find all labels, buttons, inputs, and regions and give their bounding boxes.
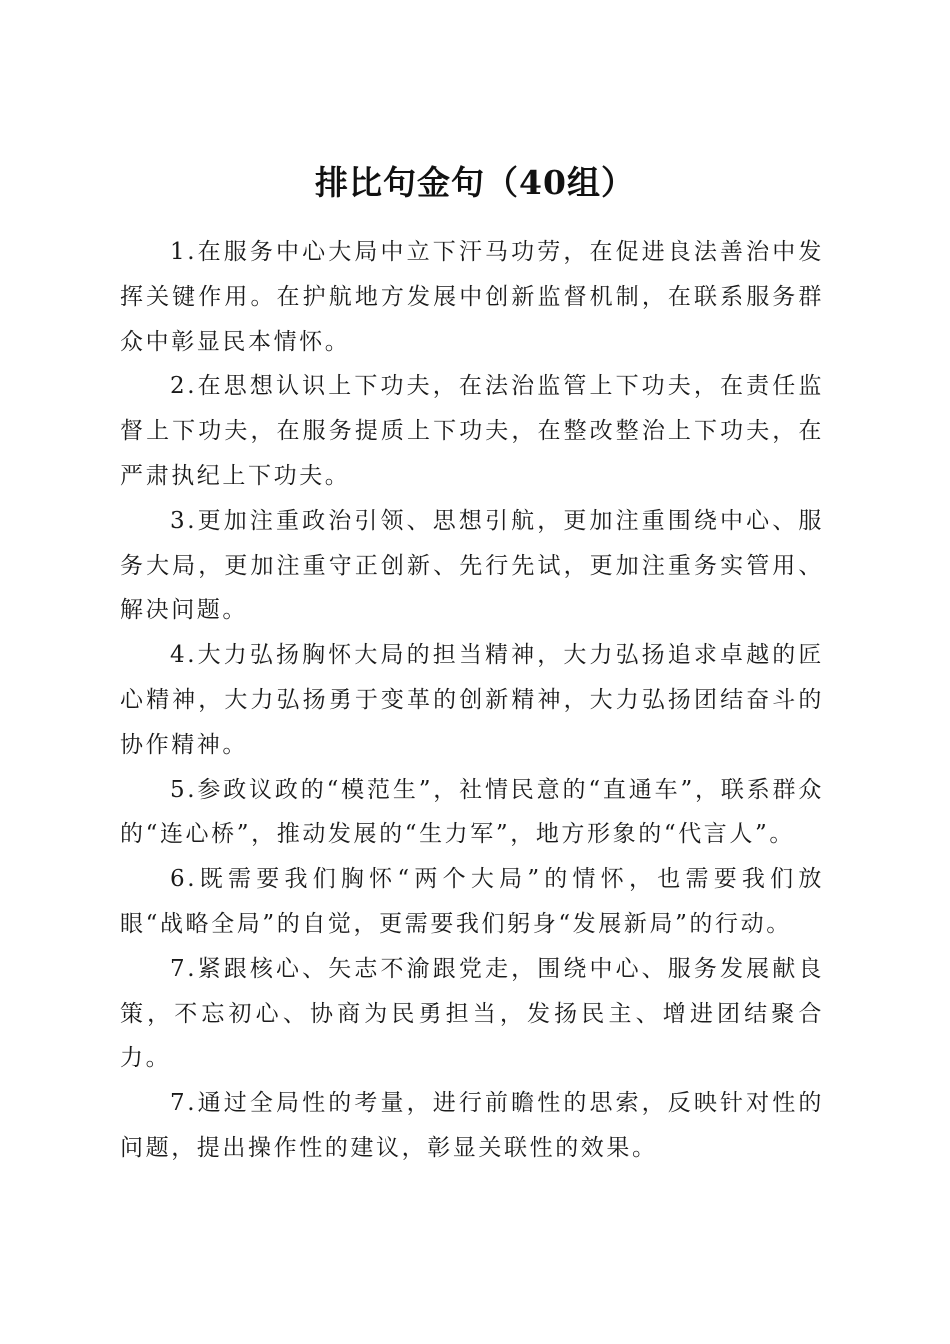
paragraph-6: 6.既需要我们胸怀“两个大局”的情怀，也需要我们放眼“战略全局”的自觉，更需要我们躬身“发展新局”的行动。 [120, 866, 824, 937]
paragraph-4: 4.大力弘扬胸怀大局的担当精神，大力弘扬追求卓越的匠心精神，大力弘扬勇于变革的创新精神，大力弘扬团结奋斗的协作精神。 [120, 642, 824, 758]
paragraph-8: 7.通过全局性的考量，进行前瞻性的思索，反映针对性的问题，提出操作性的建议，彰显关联性的效果。 [120, 1090, 824, 1161]
paragraph-1: 1.在服务中心大局中立下汗马功劳，在促进良法善治中发挥关键作用。在护航地方发展中创新监督机制，在联系服务群众中彰显民本情怀。 [120, 239, 824, 355]
paragraph-5: 5.参政议政的“模范生”，社情民意的“直通车”，联系群众的“连心桥”，推动发展的“生力军”，地方形象的“代言人”。 [120, 776, 824, 848]
paragraph-3: 3.更加注重政治引领、思想引航，更加注重围绕中心、服务大局，更加注重守正创新、先行先试，更加注重务实管用、解决问题。 [120, 507, 824, 624]
document-title: 排比句金句（40组） [315, 163, 635, 203]
paragraph-7: 7.紧跟核心、矢志不渝跟党走，围绕中心、服务发展献良策，不忘初心、协商为民勇担当，发扬民主、增进团结聚合力。 [120, 955, 824, 1072]
paragraph-2: 2.在思想认识上下功夫，在法治监管上下功夫，在责任监督上下功夫，在服务提质上下功夫，在整改整治上下功夫，在严肃执纪上下功夫。 [120, 373, 824, 489]
document-body [120, 230, 824, 1171]
